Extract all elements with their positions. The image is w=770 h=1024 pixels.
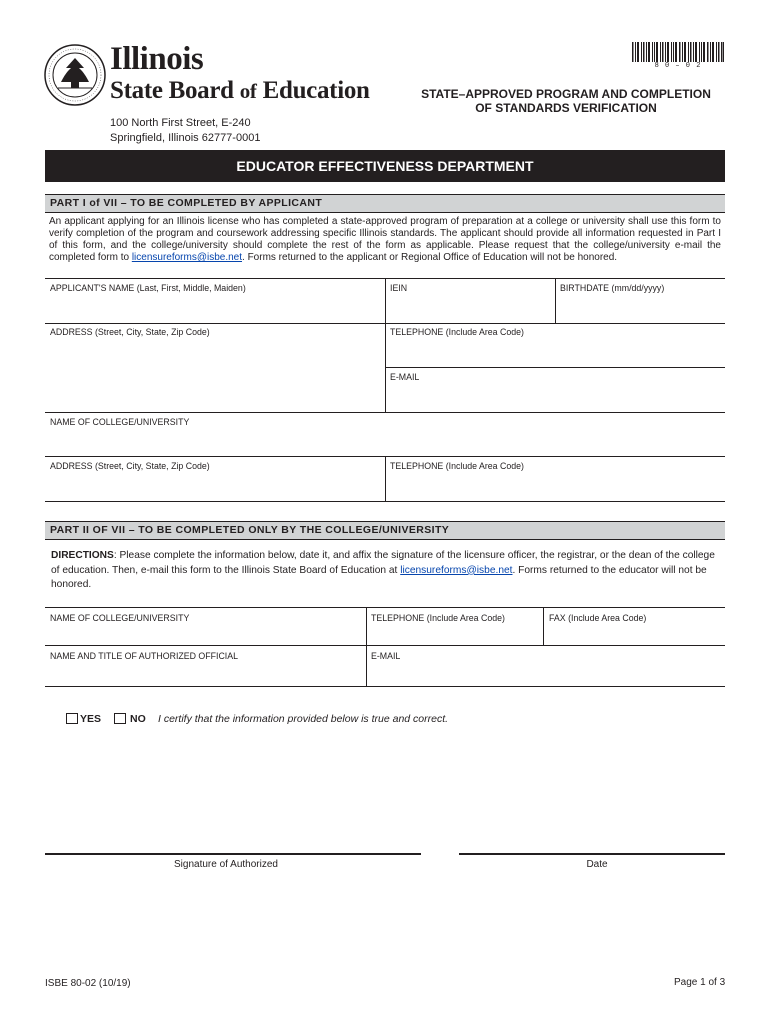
birthdate-field[interactable]: [556, 279, 725, 323]
p2-fax-field[interactable]: [544, 608, 725, 645]
college-name-field[interactable]: [45, 413, 725, 456]
part2-header: PART II OF VII – TO BE COMPLETED ONLY BY THE COLLEGE/UNIVERSITY: [45, 521, 725, 540]
org-name-line2: State Board of Education: [110, 77, 370, 104]
iein-field[interactable]: [386, 279, 555, 323]
p2-official-label: NAME AND TITLE OF AUTHORIZED OFFICIAL: [50, 651, 239, 661]
p2-telephone-label: TELEPHONE (Include Area Code): [371, 613, 505, 623]
p2-telephone-field[interactable]: [367, 608, 543, 645]
iein-label: IEIN: [390, 283, 408, 293]
department-banner: EDUCATOR EFFECTIVENESS DEPARTMENT: [45, 150, 725, 182]
p2-email-field[interactable]: [367, 646, 725, 686]
email-link[interactable]: licensureforms@isbe.net: [131, 252, 243, 264]
college-address-label: ADDRESS (Street, City, State, Zip Code): [50, 461, 210, 471]
page-number: Page 1 of 3: [674, 977, 726, 988]
no-label: NO: [130, 713, 146, 725]
form-title-line1: STATE–APPROVED PROGRAM AND COMPLETION: [421, 87, 711, 101]
date-label: Date: [586, 859, 608, 870]
part1-intro: An applicant applying for an Illinois license who has completed a state-approved program of preparation at a college or university shall use this form to verify completion of the program and coursework addressing specific Illinois standards. The applicant should provide all information requested in Part I of this form, and the college/university should complete the rest of the form as applicable. Please request that the college/university e-mail the completed form to licensureforms@isbe.net. Forms returned to the applicant or Regional Office of Education will not be honored.: [49, 216, 721, 264]
signature-label: Signature of Authorized: [174, 859, 278, 870]
part1-header: PART I of VII – TO BE COMPLETED BY APPLICANT: [45, 194, 725, 213]
date-field[interactable]: [459, 800, 725, 854]
email-link[interactable]: licensureforms@isbe.net: [400, 564, 513, 576]
college-address-field[interactable]: [45, 457, 385, 501]
signature-line: [45, 853, 421, 855]
yes-checkbox[interactable]: [66, 713, 78, 724]
address-field[interactable]: [45, 324, 385, 412]
email-field[interactable]: [386, 368, 725, 412]
email-label: E-MAIL: [390, 372, 420, 382]
barcode-icon: [632, 42, 724, 62]
barcode-number: 8 0 – 0 2: [654, 62, 702, 70]
applicant-name-field[interactable]: [45, 279, 385, 323]
address-label: ADDRESS (Street, City, State, Zip Code): [50, 327, 210, 337]
divider: [45, 686, 725, 687]
p2-official-field[interactable]: [45, 646, 366, 686]
p2-college-name-label: NAME OF COLLEGE/UNIVERSITY: [50, 613, 190, 623]
address-line2: Springfield, Illinois 62777-0001: [110, 132, 261, 144]
certify-text: I certify that the information provided below is true and correct.: [158, 713, 449, 725]
p2-email-label: E-MAIL: [371, 651, 401, 661]
signature-field[interactable]: [45, 800, 421, 854]
college-name-label: NAME OF COLLEGE/UNIVERSITY: [50, 417, 190, 427]
yes-label: YES: [80, 713, 102, 725]
birthdate-label: BIRTHDATE (mm/dd/yyyy): [560, 283, 665, 293]
college-telephone-field[interactable]: [386, 457, 725, 501]
address-line1: 100 North First Street, E-240: [110, 117, 251, 129]
form-id: ISBE 80-02 (10/19): [45, 978, 131, 989]
applicant-name-label: APPLICANT'S NAME (Last, First, Middle, Maiden): [50, 283, 246, 293]
telephone-label: TELEPHONE (Include Area Code): [390, 327, 524, 337]
form-title-line2: OF STANDARDS VERIFICATION: [475, 101, 657, 115]
state-seal-icon: [44, 44, 106, 106]
divider: [45, 501, 725, 502]
part2-directions: DIRECTIONS: Please complete the information below, date it, and affix the signature of the licensure officer, the registrar, or the dean of the college of education. Then, e-mail this form to the Illinois State Board of Education at licensureforms@isbe.net. Forms returned to the educator will not be honored.: [51, 550, 715, 591]
date-line: [459, 853, 725, 855]
org-name-line1: Illinois: [110, 41, 204, 77]
telephone-field[interactable]: [386, 324, 725, 367]
p2-fax-label: FAX (Include Area Code): [549, 613, 647, 623]
no-checkbox[interactable]: [114, 713, 126, 724]
p2-college-name-field[interactable]: [45, 608, 366, 645]
college-telephone-label: TELEPHONE (Include Area Code): [390, 461, 524, 471]
